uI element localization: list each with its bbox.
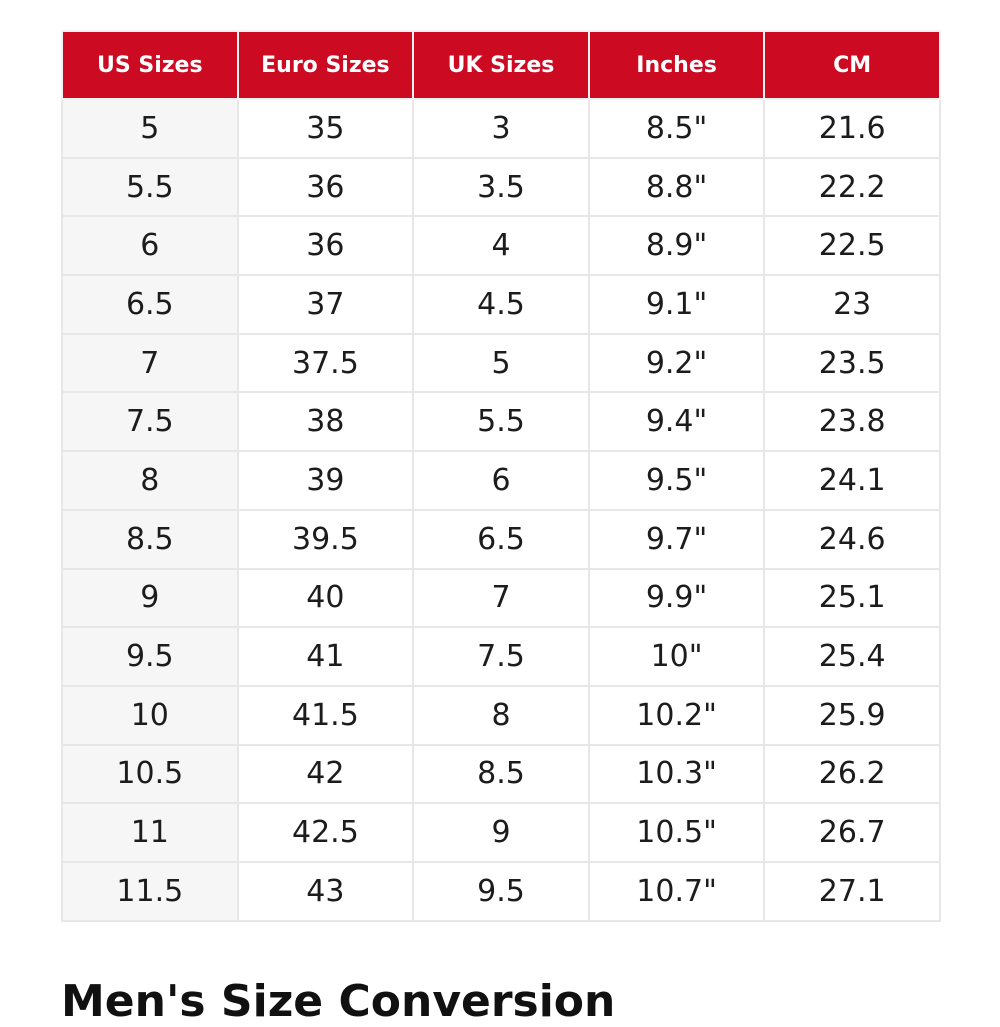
euro-size-cell: 37.5 xyxy=(238,334,414,393)
inches-cell: 10.5" xyxy=(589,803,765,862)
euro-size-cell: 36 xyxy=(238,158,414,217)
section-heading: Men's Size Conversion xyxy=(61,976,616,1027)
cm-cell: 22.5 xyxy=(764,216,940,275)
table-row xyxy=(62,686,940,745)
inches-cell: 10" xyxy=(589,627,765,686)
us-size-cell: 11.5 xyxy=(62,862,238,921)
uk-size-cell: 3 xyxy=(413,99,589,158)
us-size-cell: 6.5 xyxy=(62,275,238,334)
table-row xyxy=(62,99,940,158)
us-size-cell: 7.5 xyxy=(62,392,238,451)
cm-cell: 22.2 xyxy=(764,158,940,217)
cm-cell: 26.7 xyxy=(764,803,940,862)
uk-size-cell: 5 xyxy=(413,334,589,393)
euro-size-cell: 40 xyxy=(238,569,414,628)
inches-cell: 9.7" xyxy=(589,510,765,569)
euro-size-cell: 42 xyxy=(238,745,414,804)
us-size-cell: 7 xyxy=(62,334,238,393)
header-euro-sizes: Euro Sizes xyxy=(238,31,414,99)
uk-size-cell: 6 xyxy=(413,451,589,510)
euro-size-cell: 36 xyxy=(238,216,414,275)
table-row xyxy=(62,392,940,451)
uk-size-cell: 4.5 xyxy=(413,275,589,334)
table-row xyxy=(62,627,940,686)
table-row xyxy=(62,334,940,393)
inches-cell: 9.2" xyxy=(589,334,765,393)
cm-cell: 23.8 xyxy=(764,392,940,451)
us-size-cell: 10.5 xyxy=(62,745,238,804)
uk-size-cell: 4 xyxy=(413,216,589,275)
us-size-cell: 11 xyxy=(62,803,238,862)
inches-cell: 8.9" xyxy=(589,216,765,275)
header-row xyxy=(62,31,940,99)
inches-cell: 10.7" xyxy=(589,862,765,921)
euro-size-cell: 37 xyxy=(238,275,414,334)
table-row xyxy=(62,275,940,334)
uk-size-cell: 3.5 xyxy=(413,158,589,217)
uk-size-cell: 7.5 xyxy=(413,627,589,686)
euro-size-cell: 38 xyxy=(238,392,414,451)
table-row xyxy=(62,510,940,569)
us-size-cell: 10 xyxy=(62,686,238,745)
inches-cell: 9.1" xyxy=(589,275,765,334)
inches-cell: 9.5" xyxy=(589,451,765,510)
cm-cell: 25.4 xyxy=(764,627,940,686)
header-uk-sizes: UK Sizes xyxy=(413,31,589,99)
header-inches: Inches xyxy=(589,31,765,99)
us-size-cell: 5.5 xyxy=(62,158,238,217)
table-row xyxy=(62,451,940,510)
table-row xyxy=(62,803,940,862)
table-row xyxy=(62,862,940,921)
us-size-cell: 6 xyxy=(62,216,238,275)
inches-cell: 9.9" xyxy=(589,569,765,628)
inches-cell: 8.5" xyxy=(589,99,765,158)
us-size-cell: 8 xyxy=(62,451,238,510)
uk-size-cell: 7 xyxy=(413,569,589,628)
euro-size-cell: 41.5 xyxy=(238,686,414,745)
cm-cell: 27.1 xyxy=(764,862,940,921)
table-body xyxy=(62,99,940,921)
cm-cell: 23 xyxy=(764,275,940,334)
table-row xyxy=(62,216,940,275)
table-row xyxy=(62,158,940,217)
table-row xyxy=(62,745,940,804)
uk-size-cell: 8 xyxy=(413,686,589,745)
uk-size-cell: 8.5 xyxy=(413,745,589,804)
euro-size-cell: 42.5 xyxy=(238,803,414,862)
cm-cell: 24.1 xyxy=(764,451,940,510)
uk-size-cell: 9 xyxy=(413,803,589,862)
euro-size-cell: 41 xyxy=(238,627,414,686)
cm-cell: 26.2 xyxy=(764,745,940,804)
uk-size-cell: 6.5 xyxy=(413,510,589,569)
cm-cell: 24.6 xyxy=(764,510,940,569)
euro-size-cell: 39.5 xyxy=(238,510,414,569)
table-header xyxy=(62,31,940,99)
inches-cell: 10.2" xyxy=(589,686,765,745)
size-conversion-table xyxy=(61,30,941,922)
inches-cell: 8.8" xyxy=(589,158,765,217)
cm-cell: 25.9 xyxy=(764,686,940,745)
us-size-cell: 9 xyxy=(62,569,238,628)
cm-cell: 25.1 xyxy=(764,569,940,628)
euro-size-cell: 43 xyxy=(238,862,414,921)
euro-size-cell: 39 xyxy=(238,451,414,510)
uk-size-cell: 9.5 xyxy=(413,862,589,921)
cm-cell: 21.6 xyxy=(764,99,940,158)
euro-size-cell: 35 xyxy=(238,99,414,158)
inches-cell: 10.3" xyxy=(589,745,765,804)
us-size-cell: 9.5 xyxy=(62,627,238,686)
header-us-sizes: US Sizes xyxy=(62,31,238,99)
us-size-cell: 8.5 xyxy=(62,510,238,569)
uk-size-cell: 5.5 xyxy=(413,392,589,451)
header-cm: CM xyxy=(764,31,940,99)
inches-cell: 9.4" xyxy=(589,392,765,451)
us-size-cell: 5 xyxy=(62,99,238,158)
table-row xyxy=(62,569,940,628)
cm-cell: 23.5 xyxy=(764,334,940,393)
